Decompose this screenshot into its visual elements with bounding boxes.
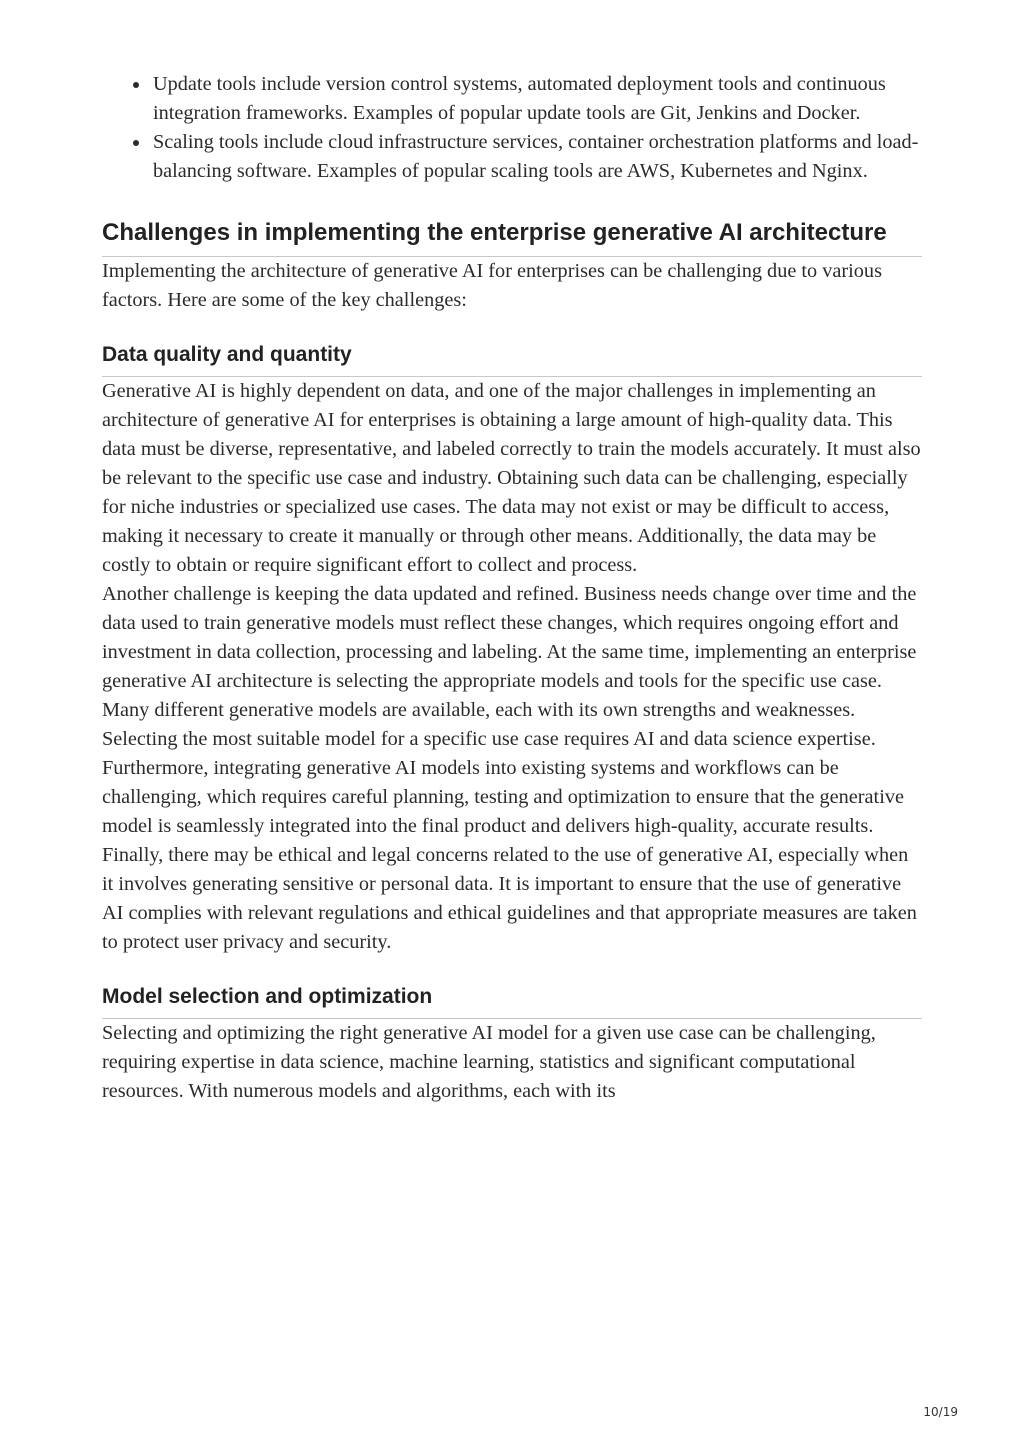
document-page xyxy=(102,70,922,1106)
list-item xyxy=(153,128,922,186)
model-selection-heading: Model selection and optimization xyxy=(102,984,922,1019)
page-number: 10/19 xyxy=(923,1405,958,1419)
section-intro: Implementing the architecture of generative AI for enterprises can be challenging due to various factors. Here are some of the key challenges: xyxy=(102,260,882,311)
bullet-dot-icon xyxy=(133,140,139,146)
section-heading: Challenges in implementing the enterprise generative AI architecture xyxy=(102,217,922,257)
list-item xyxy=(153,70,922,128)
bullet-text: Update tools include version control systems, automated deployment tools and continuous integration frameworks. Examples of popular update tools are Git, Jenkins and Docker. xyxy=(153,73,886,124)
bullet-text: Scaling tools include cloud infrastructure services, container orchestration platforms and load-balancing software. Examples of popular scaling tools are AWS, Kubernetes and Nginx. xyxy=(153,131,919,182)
data-quality-heading: Data quality and quantity xyxy=(102,342,922,377)
data-quality-paragraph-1: Generative AI is highly dependent on data, and one of the major challenges in implementing an architecture of generative AI for enterprises is obtaining a large amount of high-quality data. This data must be diverse, representative, and labeled correctly to train the models accurately. It must also be relevant to the specific use case and industry. Obtaining such data can be challenging, especially for niche industries or specialized use cases. The data may not exist or may be difficult to access, making it necessary to create it manually or through other means. Additionally, the data may be costly to obtain or require significant effort to collect and process. xyxy=(102,380,921,576)
tools-bullet-list xyxy=(102,70,922,186)
bullet-dot-icon xyxy=(133,82,139,88)
data-quality-paragraph-2: Another challenge is keeping the data updated and refined. Business needs change over time and the data used to train generative models must reflect these changes, which requires ongoing effort and investment in data collection, processing and labeling. At the same time, implementing an enterprise generative AI architecture is selecting the appropriate models and tools for the specific use case. Many different generative models are available, each with its own strengths and weaknesses. Selecting the most suitable model for a specific use case requires AI and data science expertise. xyxy=(102,583,917,750)
model-selection-paragraph-1: Selecting and optimizing the right generative AI model for a given use case can be challenging, requiring expertise in data science, machine learning, statistics and significant computational resources. With numerous models and algorithms, each with its xyxy=(102,1022,876,1102)
data-quality-paragraph-3: Furthermore, integrating generative AI models into existing systems and workflows can be challenging, which requires careful planning, testing and optimization to ensure that the generative model is seamlessly integrated into the final product and delivers high-quality, accurate results. Finally, there may be ethical and legal concerns related to the use of generative AI, especially when it involves generating sensitive or personal data. It is important to ensure that the use of generative AI complies with relevant regulations and ethical guidelines and that appropriate measures are taken to protect user privacy and security. xyxy=(102,757,917,953)
